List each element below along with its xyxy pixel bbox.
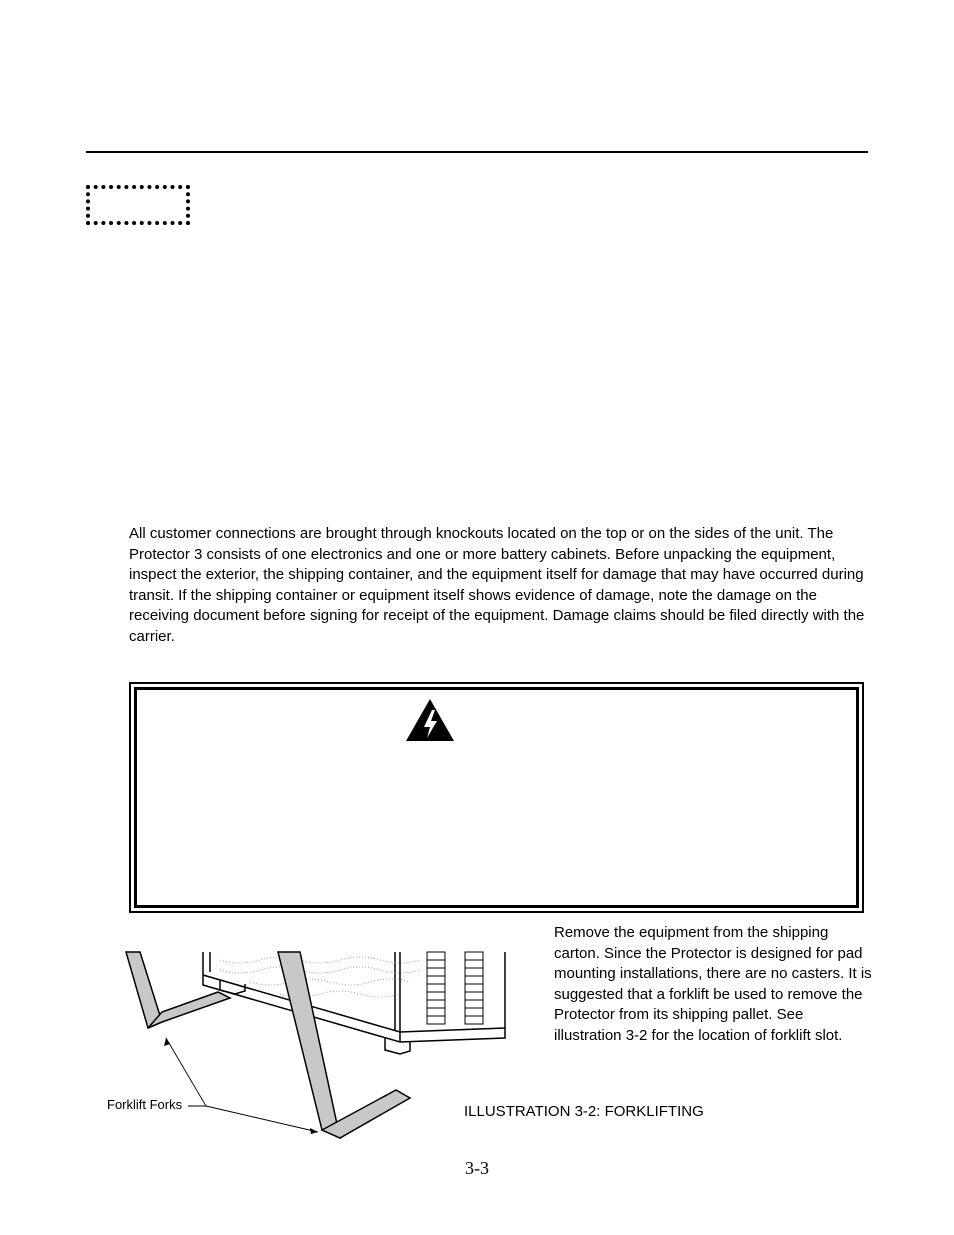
illustration-caption: ILLUSTRATION 3-2: FORKLIFTING: [464, 1103, 704, 1120]
intro-paragraph: All customer connections are brought through knockouts located on the top or on the sides of the unit. The Protector 3 consists of one electronics and one or more battery cabinets. Before unpacking the equipment, inspect the exterior, the shipping container, and the equipment itself for damage that may have occurred during transit. If the shipping container or equipment itself shows evidence of damage, note the damage on the receiving document before signing for receipt of the equipment. Damage claims should be filed directly with the carrier.: [129, 525, 865, 645]
header-rule: [86, 151, 868, 153]
page-number: 3-3: [465, 1158, 489, 1178]
forklift-illustration: [100, 950, 520, 1150]
removal-paragraph: Remove the equipment from the shipping carton. Since the Protector is designed for pad mounting installations, there are no casters. It is suggested that a forklift be used to remove the Protector from its shipping pallet. See illustration 3-2 for the location of forklift slot.: [554, 924, 872, 1044]
dotted-placeholder-box: [86, 185, 190, 225]
forklift-forks-label: Forklift Forks: [107, 1097, 183, 1112]
warning-box: [134, 687, 859, 908]
high-voltage-warning-icon: [404, 697, 456, 743]
